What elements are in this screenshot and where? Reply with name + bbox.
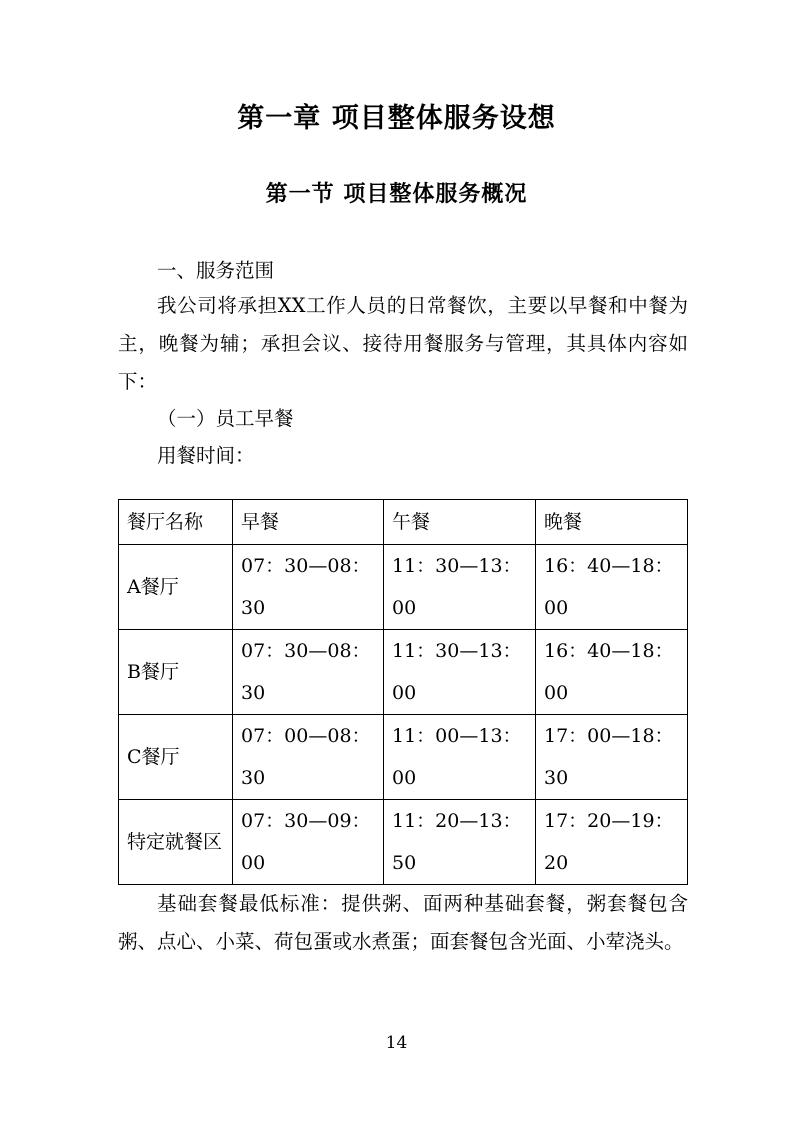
lunch-time: 11：00—13：00 xyxy=(384,715,536,800)
page-number: 14 xyxy=(385,1033,408,1053)
table-row xyxy=(119,715,688,800)
header-restaurant: 餐厅名称 xyxy=(119,500,233,545)
table-row xyxy=(119,545,688,630)
breakfast-time: 07：30—09：00 xyxy=(233,800,384,885)
header-breakfast: 早餐 xyxy=(233,500,384,545)
chapter-title: 第一章 项目整体服务设想 xyxy=(237,103,556,134)
intro-paragraph: 我公司将承担XX工作人员的日常餐饮，主要以早餐和中餐为主，晚餐为辅；承担会议、接待用餐服务与管理，其具体内容如下： xyxy=(118,294,688,393)
breakfast-time: 07：30—08：30 xyxy=(233,630,384,715)
header-dinner: 晚餐 xyxy=(536,500,688,545)
mealtime-label: 用餐时间： xyxy=(157,444,255,467)
restaurant-name: C餐厅 xyxy=(119,715,233,800)
header-lunch: 午餐 xyxy=(384,500,536,545)
dinner-time: 16：40—18：00 xyxy=(536,630,688,715)
breakfast-heading: （一）员工早餐 xyxy=(157,407,294,430)
breakfast-time: 07：00—08：30 xyxy=(233,715,384,800)
lunch-time: 11：30—13：00 xyxy=(384,545,536,630)
dinner-time: 17：00—18：30 xyxy=(536,715,688,800)
standard-paragraph: 基础套餐最低标准：提供粥、面两种基础套餐，粥套餐包含粥、点心、小菜、荷包蛋或水煮蛋；面套餐包含光面、小荤浇头。 xyxy=(118,892,688,953)
restaurant-name: A餐厅 xyxy=(119,545,233,630)
dinner-time: 17：20—19：20 xyxy=(536,800,688,885)
section-title: 第一节 项目整体服务概况 xyxy=(265,181,528,207)
dinner-time: 16：40—18：00 xyxy=(536,545,688,630)
scope-heading: 一、服务范围 xyxy=(157,259,275,282)
lunch-time: 11：20—13：50 xyxy=(384,800,536,885)
table-row xyxy=(119,630,688,715)
restaurant-name: B餐厅 xyxy=(119,630,233,715)
breakfast-time: 07：30—08：30 xyxy=(233,545,384,630)
table-header-row xyxy=(119,500,688,545)
lunch-time: 11：30—13：00 xyxy=(384,630,536,715)
restaurant-name: 特定就餐区 xyxy=(119,800,233,885)
table-row xyxy=(119,800,688,885)
meal-time-table xyxy=(118,499,688,885)
